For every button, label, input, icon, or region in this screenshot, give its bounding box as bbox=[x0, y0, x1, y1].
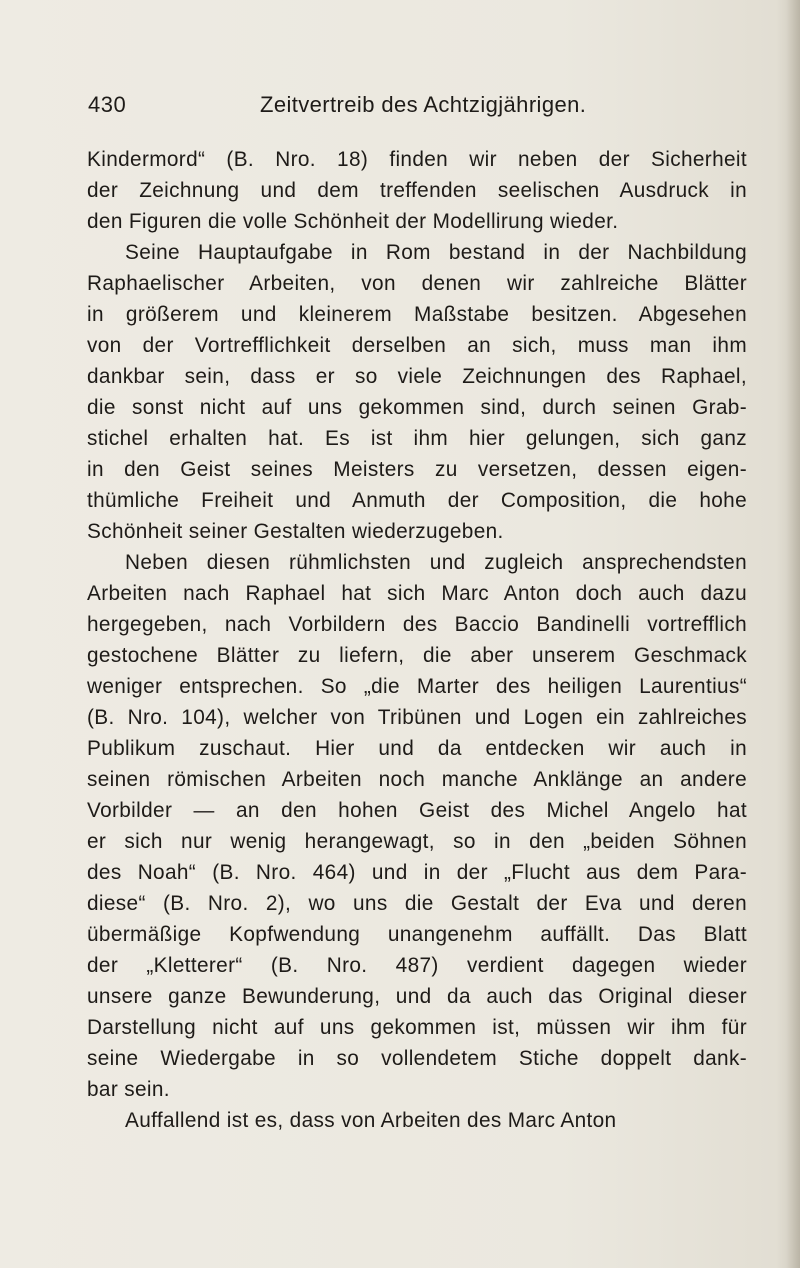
running-head: Zeitvertreib des Achtzigjährigen. bbox=[260, 92, 587, 117]
text-line: übermäßige Kopfwendung unangenehm auffällt. Das Blatt bbox=[87, 923, 747, 946]
text-line: Kindermord“ (B. Nro. 18) finden wir neben der Sicherheit bbox=[87, 148, 747, 171]
text-line: dankbar sein, dass er so viele Zeichnungen des Raphael, bbox=[87, 365, 747, 388]
text-line: weniger entsprechen. So „die Marter des heiligen Laurentius“ bbox=[87, 675, 747, 698]
text-line: er sich nur wenig herangewagt, so in den „beiden Söhnen bbox=[87, 830, 747, 853]
text-line: Arbeiten nach Raphael hat sich Marc Anton doch auch dazu bbox=[87, 582, 747, 605]
text-line: von der Vortrefflichkeit derselben an sich, muss man ihm bbox=[87, 334, 747, 357]
text-line: Seine Hauptaufgabe in Rom bestand in der Nachbildung bbox=[125, 241, 747, 264]
page-header bbox=[88, 92, 748, 122]
text-line: Schönheit seiner Gestalten wiederzugeben. bbox=[87, 520, 504, 543]
text-line: gestochene Blätter zu liefern, die aber unserem Geschmack bbox=[87, 644, 747, 667]
text-line: der Zeichnung und dem treffenden seelischen Ausdruck in bbox=[87, 179, 747, 202]
text-line: thümliche Freiheit und Anmuth der Composition, die hohe bbox=[87, 489, 747, 512]
text-line: die sonst nicht auf uns gekommen sind, durch seinen Grab- bbox=[87, 396, 747, 419]
text-line: Darstellung nicht auf uns gekommen ist, müssen wir ihm für bbox=[87, 1016, 747, 1039]
text-line: stichel erhalten hat. Es ist ihm hier gelungen, sich ganz bbox=[87, 427, 747, 450]
text-line: hergegeben, nach Vorbildern des Baccio Bandinelli vortrefflich bbox=[87, 613, 747, 636]
text-line: Publikum zuschaut. Hier und da entdecken wir auch in bbox=[87, 737, 747, 760]
text-line: Neben diesen rühmlichsten und zugleich ansprechendsten bbox=[125, 551, 747, 574]
text-line: Raphaelischer Arbeiten, von denen wir zahlreiche Blätter bbox=[87, 272, 747, 295]
page-edge-shadow bbox=[786, 0, 800, 1268]
text-line: in größerem und kleinerem Maßstabe besitzen. Abgesehen bbox=[87, 303, 747, 326]
text-line: (B. Nro. 104), welcher von Tribünen und Logen ein zahlreiches bbox=[87, 706, 747, 729]
text-line: des Noah“ (B. Nro. 464) und in der „Flucht aus dem Para- bbox=[87, 861, 747, 884]
text-line: seinen römischen Arbeiten noch manche Anklänge an andere bbox=[87, 768, 747, 791]
text-line: seine Wiedergabe in so vollendetem Stiche doppelt dank- bbox=[87, 1047, 747, 1070]
page-number: 430 bbox=[88, 92, 127, 117]
text-line: den Figuren die volle Schönheit der Modellirung wieder. bbox=[87, 210, 619, 233]
text-line: der „Kletterer“ (B. Nro. 487) verdient dagegen wieder bbox=[87, 954, 747, 977]
text-line: unsere ganze Bewunderung, und da auch das Original dieser bbox=[87, 985, 747, 1008]
text-line: diese“ (B. Nro. 2), wo uns die Gestalt der Eva und deren bbox=[87, 892, 747, 915]
text-line: in den Geist seines Meisters zu versetzen, dessen eigen- bbox=[87, 458, 747, 481]
text-line: Auffallend ist es, dass von Arbeiten des Marc Anton bbox=[125, 1109, 617, 1132]
body-text bbox=[87, 144, 747, 1136]
text-line: bar sein. bbox=[87, 1078, 170, 1101]
text-line: Vorbilder — an den hohen Geist des Michel Angelo hat bbox=[87, 799, 747, 822]
